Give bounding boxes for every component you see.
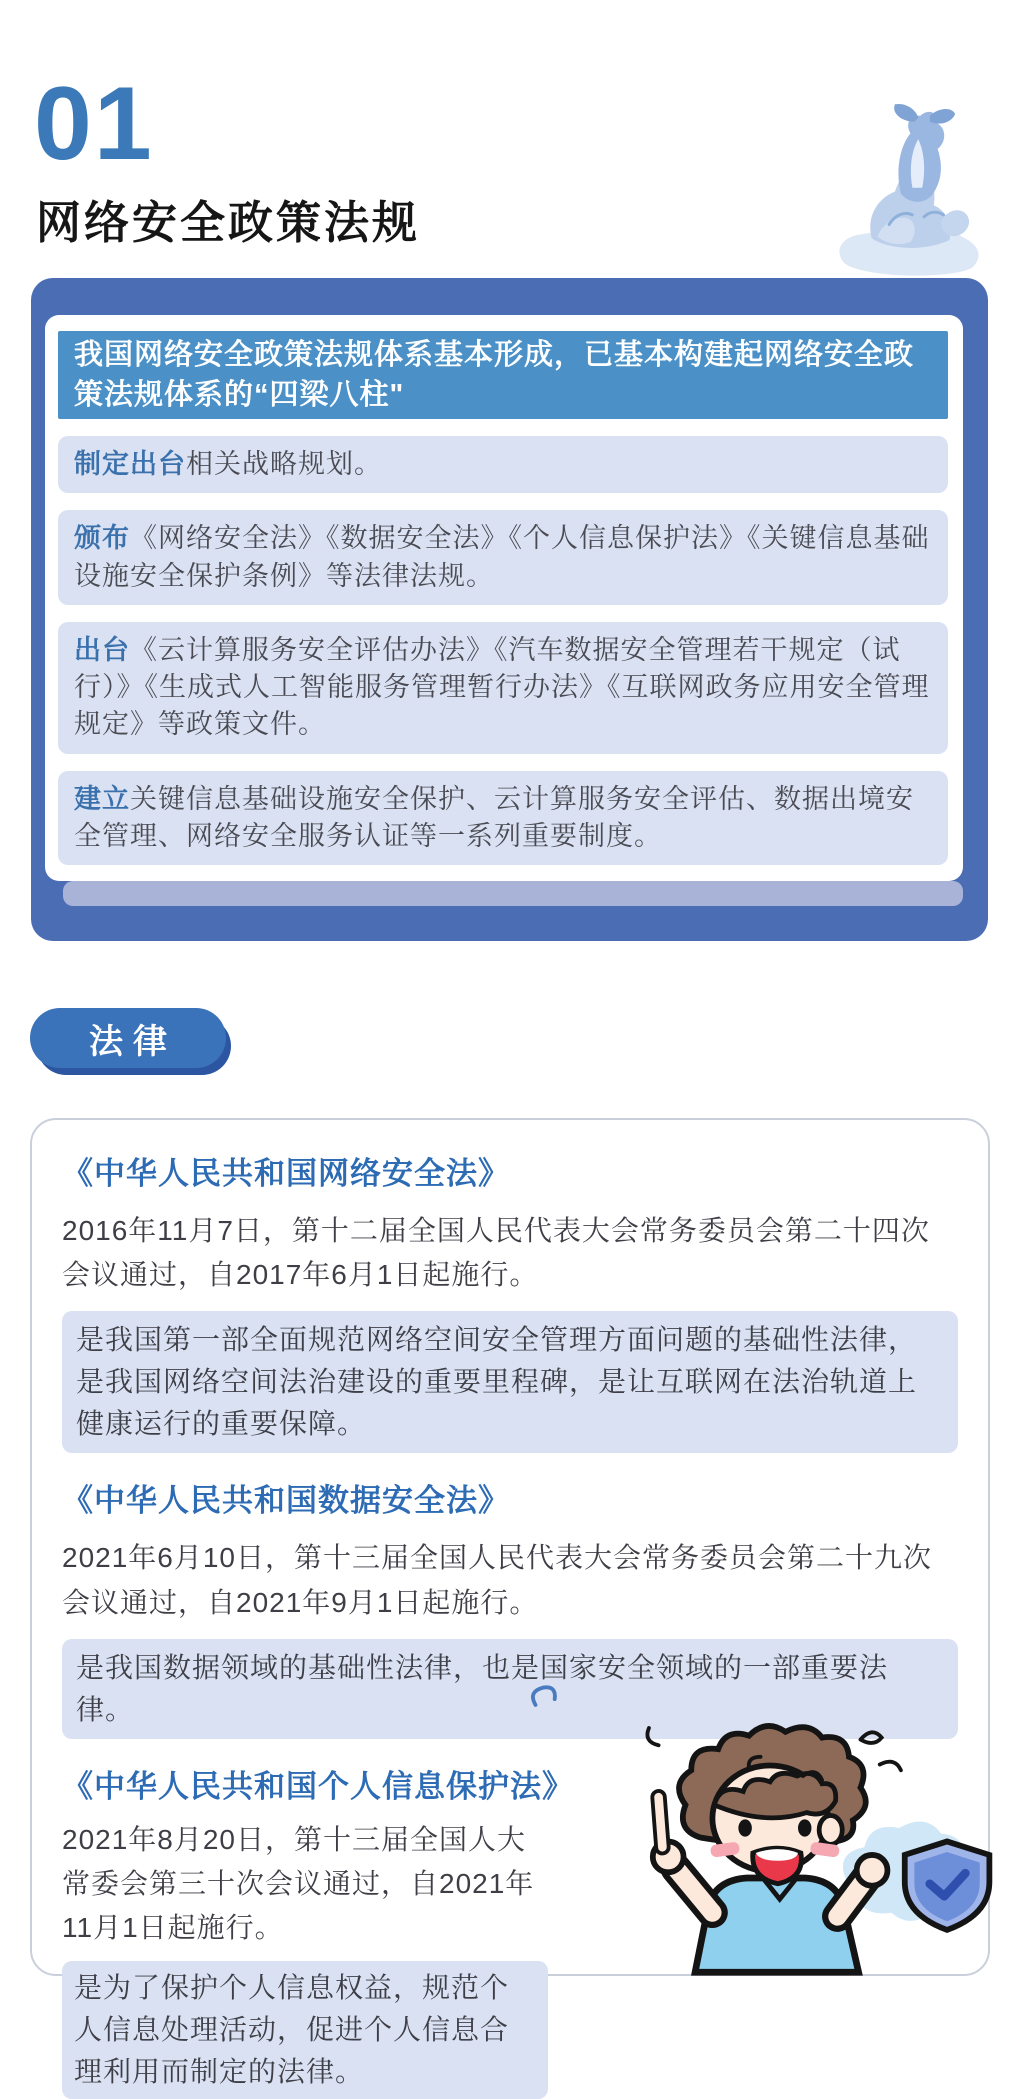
overview-item-lead: 颁布 bbox=[74, 523, 130, 554]
laws-section-badge-label: 法律 bbox=[89, 1022, 177, 1061]
overview-item bbox=[58, 436, 948, 493]
decor-strip bbox=[63, 881, 963, 906]
laws-section-badge bbox=[30, 1008, 226, 1068]
overview-panel bbox=[31, 278, 988, 941]
overview-item-lead: 制定出台 bbox=[74, 449, 186, 480]
law-passed-text: 2016年11月7日，第十二届全国人民代表大会常务委员会第二十四次会议通过，自2017年6月1日起施行。 bbox=[62, 1215, 930, 1291]
overview-item bbox=[58, 510, 948, 605]
overview-item-text: 关键信息基础设施安全保护、云计算服务安全评估、数据出境安全管理、网络安全服务认证等一系列重要制度。 bbox=[74, 783, 914, 851]
overview-headline-bold: “四梁八柱" bbox=[254, 379, 405, 412]
law-highlight: 是我国数据领域的基础性法律，也是国家安全领域的一部重要法律。 bbox=[62, 1639, 958, 1739]
overview-item-lead: 出台 bbox=[74, 634, 130, 665]
overview-headline-text: 我国网络安全政策法规体系基本形成，已基本构建起网络安全政策法规体系的 bbox=[74, 339, 915, 412]
mascot-eye bbox=[738, 1819, 751, 1836]
hair-squiggle-icon bbox=[861, 1732, 901, 1770]
law-title: 《中华人民共和国数据安全法》 bbox=[62, 1483, 510, 1519]
doodle-swirl-icon bbox=[533, 1687, 555, 1705]
hair-squiggle-icon bbox=[647, 1728, 658, 1745]
law3-text-column bbox=[62, 1818, 548, 2099]
overview-item-text: 相关战略规划。 bbox=[186, 449, 382, 480]
overview-headline bbox=[58, 331, 948, 419]
law-passed-text: 2021年8月20日，第十三届全国人大常委会第三十次会议通过，自2021年11月1日起施行。 bbox=[62, 1823, 535, 1944]
overview-card bbox=[45, 315, 963, 881]
law-passed-text: 2021年6月10日，第十三届全国人民代表大会常务委员会第二十九次会议通过，自2021年9月1日起施行。 bbox=[62, 1542, 933, 1618]
page-title: 网络安全政策法规 bbox=[36, 197, 421, 248]
overview-item bbox=[58, 622, 948, 754]
section-number: 01 bbox=[34, 66, 154, 182]
mascot-eye bbox=[798, 1819, 811, 1836]
mascot-ear bbox=[819, 1815, 842, 1844]
overview-item-lead: 建立 bbox=[74, 783, 130, 814]
five-rams-statue-illustration bbox=[827, 100, 992, 290]
mascot-boy-illustration bbox=[522, 1682, 974, 1974]
overview-item bbox=[58, 771, 948, 866]
overview-item-text: 《网络安全法》《数据安全法》《个人信息保护法》《关键信息基础设施安全保护条例》等法律法规。 bbox=[74, 523, 930, 591]
law-title: 《中华人民共和国网络安全法》 bbox=[62, 1156, 510, 1191]
laws-card bbox=[30, 1118, 990, 2087]
law-highlight: 是为了保护个人信息权益，规范个人信息处理活动，促进个人信息合理利用而制定的法律。 bbox=[62, 1961, 548, 2099]
law-highlight: 是我国第一部全面规范网络空间安全管理方面问题的基础性法律，是我国网络空间法治建设的重要里程碑，是让互联网在法治轨道上健康运行的重要保障。 bbox=[62, 1311, 958, 1453]
overview-item-text: 《云计算服务安全评估办法》《汽车数据安全管理若干规定（试行）》《生成式人工智能服务管理暂行办法》《互联网政务应用安全管理规定》等政策文件。 bbox=[74, 634, 930, 740]
law-title: 《中华人民共和国个人信息保护法》 bbox=[62, 1768, 574, 1804]
